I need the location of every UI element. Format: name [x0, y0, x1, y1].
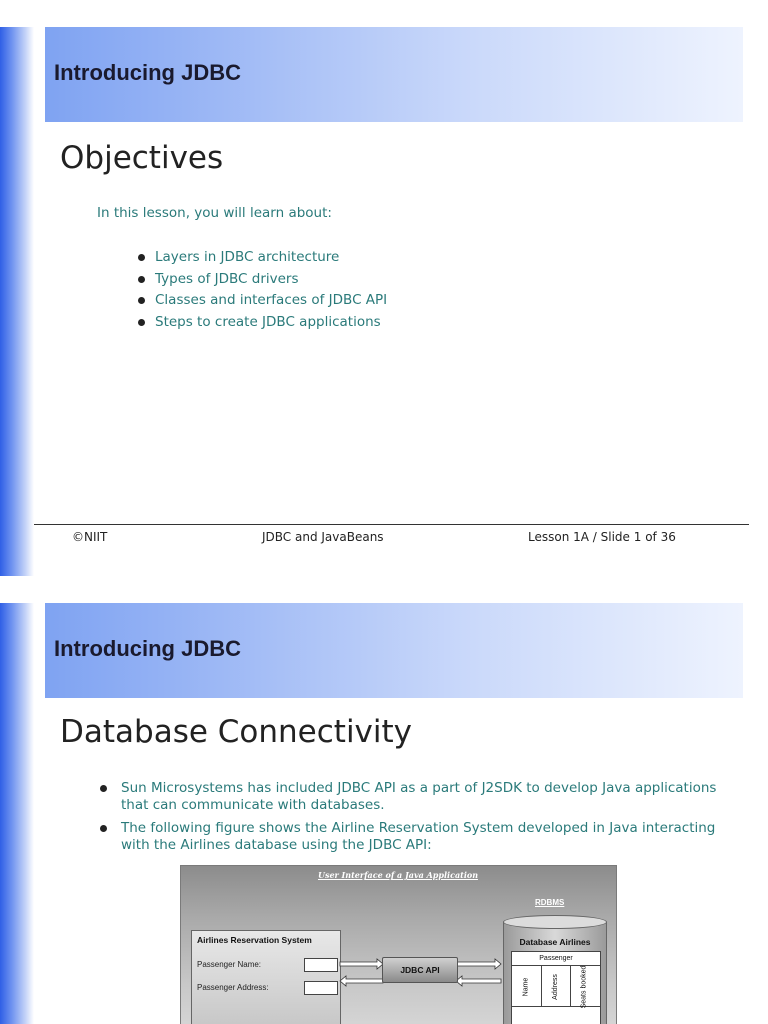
passenger-name-label: Passenger Name:	[197, 960, 262, 969]
rdbms-label: RDBMS	[535, 898, 565, 907]
slide-separator	[0, 576, 768, 597]
left-accent-bar	[0, 27, 34, 576]
reservation-system-title: Airlines Reservation System	[197, 935, 312, 945]
list-item	[138, 290, 387, 312]
arrow-right-icon	[340, 959, 383, 969]
content-list	[100, 780, 720, 860]
intro-text: In this lesson, you will learn about:	[97, 205, 332, 221]
passenger-table	[511, 951, 601, 1024]
list-item-text: Layers in JDBC architecture	[155, 249, 340, 265]
column-header-text: Seats booked	[580, 965, 588, 1009]
list-item	[138, 247, 387, 269]
database-cylinder	[503, 915, 607, 1024]
arrow-left-icon	[456, 976, 501, 986]
list-item-text: Classes and interfaces of JDBC API	[155, 292, 388, 308]
arrow-right-icon	[456, 959, 501, 969]
list-item-text: Types of JDBC drivers	[155, 270, 299, 287]
column-header	[570, 965, 599, 1009]
table-name: Passenger	[512, 952, 600, 966]
bullet-icon	[138, 254, 145, 261]
column-header	[541, 970, 570, 1004]
column-header	[512, 970, 541, 1004]
list-item	[138, 269, 387, 291]
column-header-text: Address	[551, 974, 559, 1000]
passenger-address-label: Passenger Address:	[197, 983, 269, 992]
architecture-figure	[180, 865, 617, 1024]
list-item	[100, 780, 720, 814]
bullet-icon	[100, 785, 107, 792]
list-item-text: Sun Microsystems has included JDBC API as a part of J2SDK to develop Java applications that can communicate with databases.	[121, 780, 717, 813]
list-item	[100, 820, 720, 854]
banner-title: Introducing JDBC	[54, 636, 241, 661]
footer-divider	[34, 524, 749, 525]
left-accent-bar	[0, 603, 34, 1024]
slide-database-connectivity	[0, 597, 768, 1024]
database-cylinder-top	[503, 915, 607, 929]
jdbc-api-box: JDBC API	[382, 957, 458, 983]
slide-heading: Database Connectivity	[60, 714, 413, 750]
arrow-left-icon	[340, 976, 383, 986]
footer-course: JDBC and JavaBeans	[262, 530, 384, 544]
bullet-icon	[138, 297, 145, 304]
figure-title: User Interface of a Java Application	[317, 870, 479, 880]
banner-title: Introducing JDBC	[54, 60, 241, 85]
list-item-text: Steps to create JDBC applications	[155, 313, 381, 330]
footer-copyright: ©NIIT	[72, 530, 108, 544]
bullet-icon	[138, 276, 145, 283]
footer-slide-info: Lesson 1A / Slide 1 of 36	[528, 530, 676, 544]
list-item	[138, 312, 387, 334]
objectives-list	[138, 247, 387, 333]
bullet-icon	[100, 825, 107, 832]
list-item-text: The following figure shows the Airline Reservation System developed in Java interacting with the Airlines database using the JDBC API:	[121, 820, 716, 853]
database-title: Database Airlines	[519, 937, 591, 947]
title-banner	[45, 603, 743, 698]
title-banner	[45, 27, 743, 122]
column-header-text: Name	[522, 977, 530, 997]
bullet-icon	[138, 319, 145, 326]
slide-heading: Objectives	[60, 140, 224, 176]
